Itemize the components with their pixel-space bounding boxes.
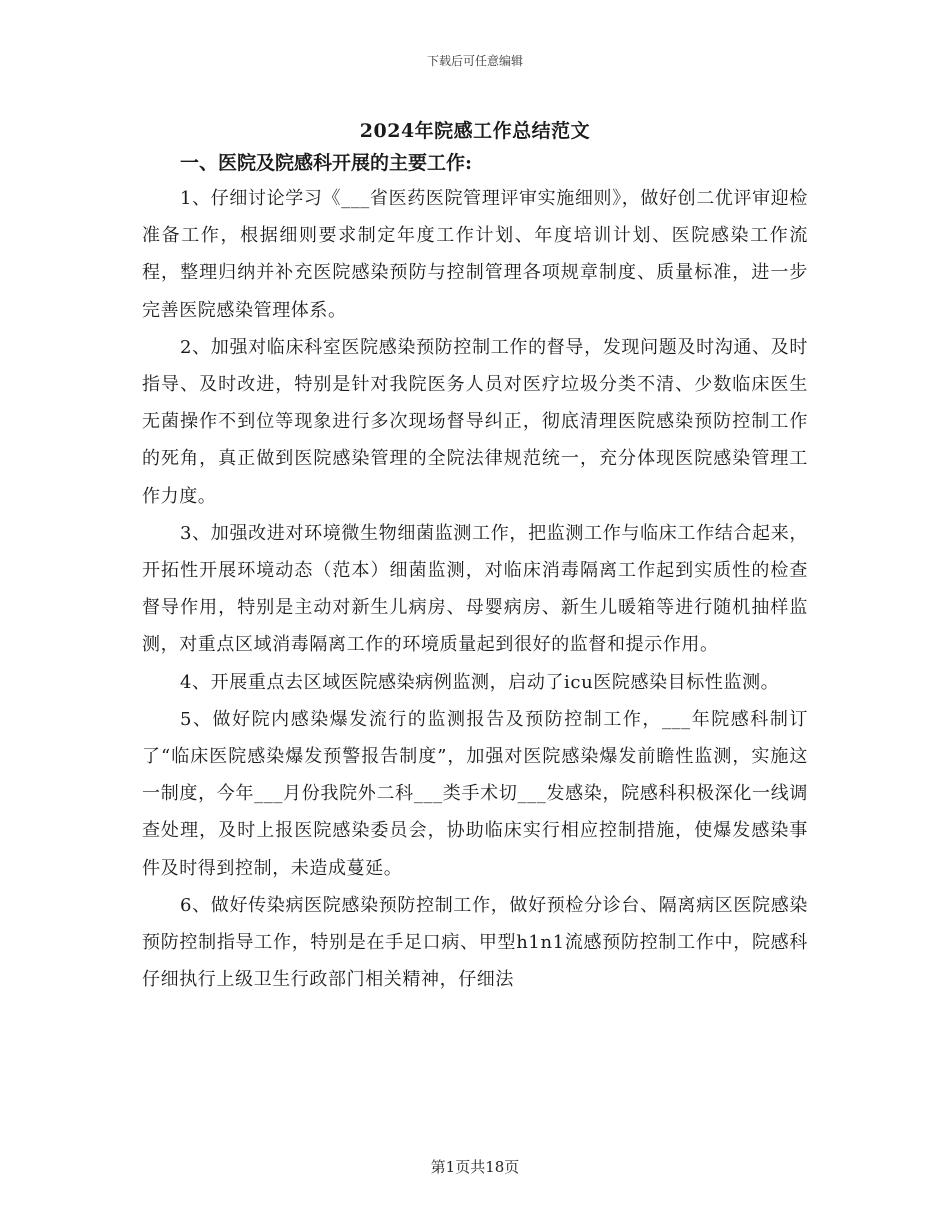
document-body bbox=[142, 146, 808, 998]
paragraph-1: 1、仔细讨论学习《___省医药医院管理评审实施细则》，做好创二优评审迎检准备工作，根据细则要求制定年度工作计划、年度培训计划、医院感染工作流程，整理归纳并补充医院感染预防与控制管理各项规章制度、质量标准，进一步完善医院感染管理体系。 bbox=[142, 188, 808, 321]
document-title: 2024年院感工作总结范文 bbox=[359, 120, 591, 142]
page-number: 第1页共18页 bbox=[430, 1158, 520, 1176]
paragraph-3: 3、加强改进对环境微生物细菌监测工作，把监测工作与临床工作结合起来，开拓性开展环境动态（范本）细菌监测，对临床消毒隔离工作起到实质性的检查督导作用，特别是主动对新生儿病房、母婴病房、新生儿暖箱等进行随机抽样监测，对重点区域消毒隔离工作的环境质量起到很好的监督和提示作用。 bbox=[142, 522, 808, 656]
page-header-note: 下载后可任意编辑 bbox=[426, 54, 523, 68]
paragraph-4: 4、开展重点去区域医院感染病例监测，启动了icu医院感染目标性监测。 bbox=[180, 671, 780, 693]
paragraph-2: 2、加强对临床科室医院感染预防控制工作的督导，发现问题及时沟通、及时指导、及时改进，特别是针对我院医务人员对医疗垃圾分类不清、少数临床医生无菌操作不到位等现象进行多次现场督导纠正，彻底清理医院感染预防控制工作的死角，真正做到医院感染管理的全院法律规范统一，充分体现医院感染管理工作力度。 bbox=[142, 336, 808, 507]
paragraph-5: 5、做好院内感染爆发流行的监测报告及预防控制工作，___年院感科制订了“临床医院感染爆发预警报告制度”，加强对医院感染爆发前瞻性监测，实施这一制度，今年___月份我院外二科___类手术切___发感染，院感科积极深化一线调查处理，及时上报医院感染委员会，协助临床实行相应控制措施，使爆发感染事件及时得到控制，未造成蔓延。 bbox=[142, 708, 808, 879]
paragraph-6: 6、做好传染病医院感染预防控制工作，做好预检分诊台、隔离病区医院感染预防控制指导工作，特别是在手足口病、甲型h1n1流感预防控制工作中，院感科仔细执行上级卫生行政部门相关精神，仔细法 bbox=[142, 894, 808, 991]
section-heading: 一、医院及院感科开展的主要工作: bbox=[180, 152, 473, 174]
